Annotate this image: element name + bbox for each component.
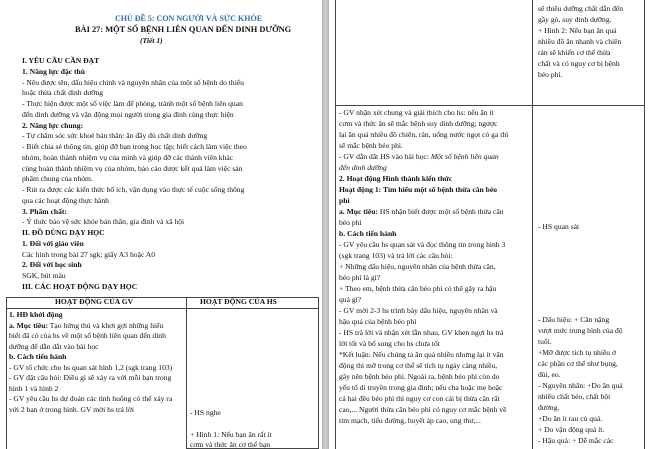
- text-line: cơm và thức ăn cơ thể bạn: [190, 440, 271, 449]
- text-line: 1. Năng lực đặc thù: [22, 66, 85, 76]
- text-line: hình 1 và hình 2: [9, 383, 59, 393]
- document-page-right: [329, 0, 650, 449]
- text-line: nhiều đồ ăn nhanh và chiên: [538, 37, 622, 46]
- text-line: lại ăn quá nhiều đồ chiên, rán, uống nước ngọt có ga thì: [339, 130, 509, 139]
- text-line: - Hậu quả: + Dễ mắc các: [538, 436, 614, 445]
- text-line: b. Cách tiến hành: [9, 352, 67, 361]
- text-line: - Thực hiện được một số việc làm để phòng, tránh một số bệnh liên quan: [22, 99, 243, 108]
- text-line: - Dấu hiệu: + Cân nặng: [538, 315, 610, 324]
- text-line: - GV nhận xét chung và giải thích cho hs: nếu ăn ít: [339, 108, 494, 117]
- text-line: biết đã có của hs về một số bệnh liên quan đến dinh: [9, 331, 166, 340]
- text-line: cao,... Người thừa cân béo phì có nguy cơ mắc bệnh về: [339, 405, 507, 414]
- text-line: + Hình 2: Nếu bạn ăn quá: [538, 26, 617, 35]
- text-line: yếu tố di truyền trong gia đình; nếu cha hoặc mẹ hoặc: [339, 383, 503, 392]
- document-page-left: [0, 0, 322, 449]
- text-line: tim mạch, tiểu đường, huyết áp cao, ung thư,...: [339, 416, 481, 425]
- text-line: quả gì?: [339, 295, 362, 304]
- text-line: lời tốt và bổ sung cho hs chưa tốt: [339, 339, 440, 348]
- text-line: - GV yêu cầu hs dự đoán các tình huống có thể xảy ra: [9, 394, 173, 403]
- text-line: + Hình 1: Nếu bạn ăn rất ít: [190, 430, 272, 439]
- text-line: đùi, eo.: [538, 370, 561, 379]
- text-line: III. CÁC HOẠT ĐỘNG DẠY HỌC: [22, 281, 138, 291]
- text-line: rán sẽ khiến cơ thể thừa: [538, 48, 611, 57]
- text-line: gây nên bệnh béo phì. Ngoài ra, bệnh béo phì còn do: [339, 372, 500, 381]
- text-line: - Nêu được tên, dấu hiệu chính và nguyên nhân của một số bệnh do thiếu: [22, 77, 244, 87]
- text-line: II. ĐỒ DÙNG DẠY HỌC: [22, 228, 105, 237]
- text-line: a. Mục tiêu: Tạo hứng thú và khơi gợi những hiểu: [9, 320, 164, 330]
- text-line: - Ý thức bảo vệ sức khỏe bản thân, gia đình và xã hội: [22, 217, 185, 227]
- text-line: a. Mục tiêu: HS nhận biết được một số bệnh thừa cân: [339, 207, 504, 216]
- text-line: - HS trả lời và nhận xét lẫn nhau, GV khen ngợi hs trả: [339, 328, 504, 337]
- text-line: - Nguyên nhân: +Do ăn quá: [538, 381, 623, 390]
- text-line: béo phì: [339, 218, 362, 227]
- text-line: cơm và thức ăn sẽ mắc bệnh suy dinh dưỡng; ngược: [339, 119, 498, 128]
- text-line: béo phì là gì?: [339, 273, 381, 282]
- text-line: cả hai đều béo phì thì nguy cơ con cái bị thừa cân rất: [339, 394, 500, 403]
- text-line: cùng hoàn thành nhiệm vụ của nhóm, bảo cáo được kết quả làm việc sản: [22, 163, 243, 173]
- text-line: phì: [339, 196, 350, 205]
- text-line: béo phì.: [538, 70, 563, 79]
- text-line: 2. Hoạt động Hình thành kiến thức: [339, 174, 453, 183]
- text-line: - Biết chia sẻ thông tin, giúp đỡ bạn trong học tập; biết cách làm việc theo: [22, 142, 247, 151]
- text-line: đến dinh dưỡng: [339, 163, 387, 172]
- text-line: nhiều chất béo, chất bột: [538, 392, 611, 401]
- text-line: - GV đặt câu hỏi: Điều gì sẽ xảy ra với mỗi bạn trong: [9, 373, 172, 382]
- text-line: +Do ăn ít rau củ quả.: [538, 414, 603, 423]
- text-line: (sgk trang 103) và trả lời các câu hỏi:: [339, 251, 453, 260]
- text-line: dưỡng để dẫn dắt vào bài học: [9, 341, 99, 351]
- table-header-hs: HOẠT ĐỘNG CỦA HS: [200, 297, 277, 306]
- text-line: - Tự chăm sóc sức khoẻ bản thân: ăn đầy đủ chất dinh dưỡng: [22, 131, 208, 141]
- text-line: nhóm, hoàn thành nhiệm vụ của mình và giúp đỡ các thành viên khác: [22, 152, 234, 162]
- text-line: 3. Phẩm chất:: [22, 206, 67, 216]
- text-line: SGK, bút màu: [22, 271, 66, 280]
- text-line: hậu quả của bệnh béo phì: [339, 317, 417, 326]
- text-line: - HS nghe: [190, 408, 221, 417]
- text-line: - GV yêu cầu hs quan sát và đọc thông tin trong hình 3: [339, 240, 506, 249]
- chapter-title: CHỦ ĐỀ 5: CON NGƯỜI VÀ SỨC KHỎE: [115, 14, 263, 23]
- text-line: + Theo em, bệnh thừa cân béo phì có thể gây ra hậu: [339, 284, 497, 293]
- text-line: phẩm chung của nhóm.: [22, 174, 93, 184]
- text-line: 1. HĐ khởi động: [9, 310, 63, 319]
- text-line: đến dinh dưỡng và vận động mọi người trong gia đình cùng thực hiện: [22, 109, 234, 119]
- text-line: động thì mỡ trong cơ thể sẽ tích tụ ngày càng nhiều,: [339, 361, 498, 370]
- table-header-gv: HOẠT ĐỘNG CỦA GV: [55, 297, 134, 306]
- text-line: b. Cách tiến hành: [339, 229, 397, 238]
- text-line: I. YÊU CẦU CẦN ĐẠT: [22, 56, 100, 65]
- lesson-period: (Tiết 1): [140, 36, 163, 45]
- text-line: 2. Năng lực chung:: [22, 120, 84, 130]
- text-line: + Những dấu hiệu, nguyên nhân của bệnh thừa cân,: [339, 262, 496, 271]
- text-line: chất và có nguy cơ bị bệnh: [538, 59, 620, 68]
- text-line: - Rút ra được các kiến thức bổ ích, vận dụng vào thực tế cuộc sống thông: [22, 185, 245, 194]
- text-line: tuổi.: [538, 337, 552, 346]
- text-line: +Mỡ được tích tụ nhiều ở: [538, 348, 617, 357]
- text-line: gầy gò, suy dinh dưỡng.: [538, 15, 612, 24]
- text-line: *Kết luận: Nếu chúng ta ăn quá nhiều nhưng lại ít vận: [339, 350, 504, 359]
- text-line: 1. Đối với giáo viên: [22, 238, 84, 248]
- text-line: Hoạt động 1: Tìm hiểu một số bệnh thừa cân béo: [339, 185, 498, 194]
- text-line: các phần cơ thể như bụng,: [538, 359, 618, 368]
- lesson-title: BÀI 27: MỘT SỐ BỆNH LIÊN QUAN ĐẾN DINH DƯỠNG: [75, 25, 292, 34]
- text-line: - GV tổ chức cho hs quan sát hình 1,2 (sgk trang 103): [9, 362, 173, 372]
- text-line: vượt mức trung bình của độ: [538, 326, 623, 335]
- text-line: + Do vận động quá ít.: [538, 425, 605, 434]
- text-line: sẽ thiếu dưỡng chất dẫn đến: [538, 4, 624, 13]
- text-line: sẽ mắc bệnh béo phì.: [339, 141, 403, 150]
- text-line: Các hình trong bài 27 sgk; giấy A3 hoặc A0: [22, 249, 156, 259]
- text-line: - GV mời 2-3 hs trình bày dấu hiệu, nguyên nhân và: [339, 306, 498, 315]
- text-line: 2. Đối với học sinh: [22, 260, 82, 270]
- text-line: đường.: [538, 403, 560, 412]
- hs-observe-note: - HS quan sát: [538, 222, 580, 231]
- text-line: qua các hoạt động thực hành: [22, 195, 109, 205]
- text-line: - GV dẫn dắt HS vào bài học: Một số bệnh liên quan: [339, 152, 499, 161]
- text-line: với 2 bạn ở trong hình. GV mời hs trả lời: [9, 404, 134, 414]
- text-line: hoặc thừa chất dinh dưỡng: [22, 88, 103, 98]
